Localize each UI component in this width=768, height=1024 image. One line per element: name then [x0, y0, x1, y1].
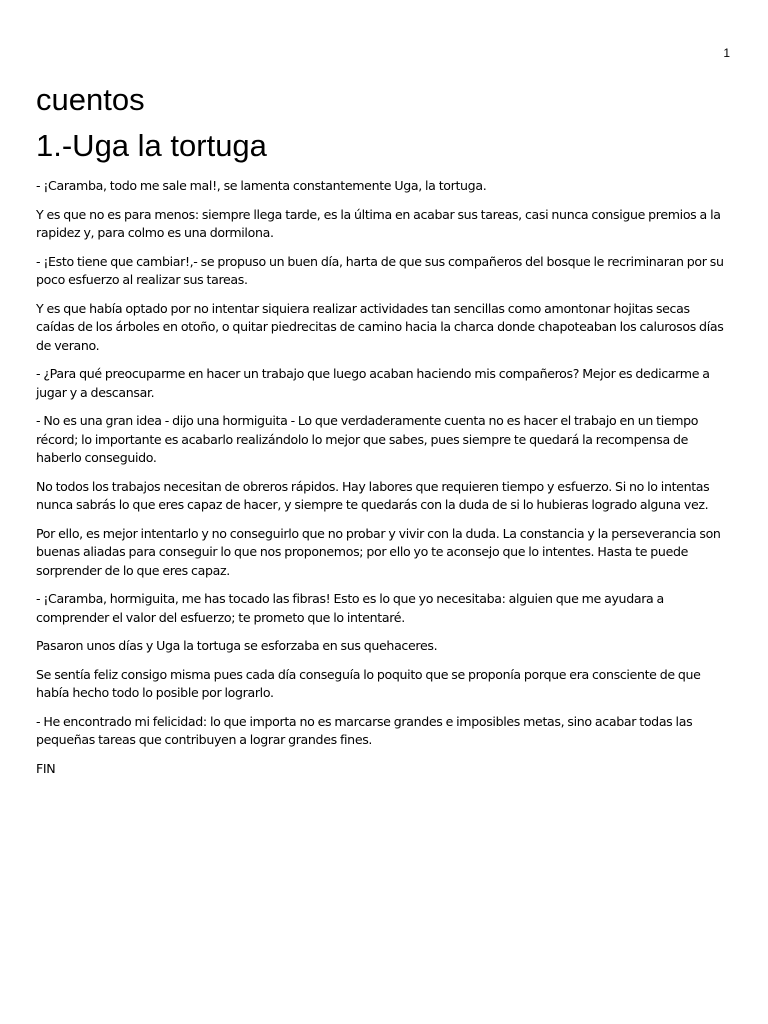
paragraph: Por ello, es mejor intentarlo y no conseguirlo que no probar y vivir con la duda. La constancia y la perseverancia son buenas aliadas para conseguir lo que nos proponemos; por ello yo te aconsejo que lo intentes. Hasta te puede sorprender de lo que eres capaz.: [36, 525, 721, 578]
paragraph: - ¡Caramba, todo me sale mal!, se lamenta constantemente Uga, la tortuga.: [36, 178, 487, 193]
paragraph: Y es que había optado por no intentar siquiera realizar actividades tan sencillas como amontonar hojitas secas caídas de los árboles en otoño, o quitar piedrecitas de camino hacia la charca donde chapoteaban los calurosos días de verano.: [36, 300, 724, 353]
paragraph: Y es que no es para menos: siempre llega tarde, es la última en acabar sus tareas, casi nunca consigue premios a la rapidez y, para colmo es una dormilona.: [36, 206, 721, 240]
end-marker: FIN: [36, 760, 56, 776]
story-title: 1.-Uga la tortuga: [36, 128, 267, 163]
paragraph: - ¡Caramba, hormiguita, me has tocado las fibras! Esto es lo que yo necesitaba: alguien que me ayudara a comprender el valor del esfuerzo; te prometo que lo intentaré.: [36, 591, 664, 625]
paragraph: - ¡Esto tiene que cambiar!,- se propuso un buen día, harta de que sus compañeros del bosque le recriminaran por su poco esfuerzo al realizar sus tareas.: [36, 253, 724, 287]
document-body: [36, 78, 730, 788]
paragraph: - No es una gran idea - dijo una hormiguita - Lo que verdaderamente cuenta no es hacer el trabajo en un tiempo récord; lo importante es acabarlo realizándolo lo mejor que sabes, pues siempre te quedará la recompensa de haberlo conseguido.: [36, 413, 699, 465]
paragraph: - ¿Para qué preocuparme en hacer un trabajo que luego acaban haciendo mis compañeros? Mejor es dedicarme a jugar y a descansar.: [36, 366, 710, 400]
paragraph: Se sentía feliz consigo misma pues cada día conseguía lo poquito que se proponía porque era consciente de que había hecho todo lo posible por lograrlo.: [36, 666, 701, 700]
page-number: 1: [723, 46, 730, 60]
paragraph: No todos los trabajos necesitan de obreros rápidos. Hay labores que requieren tiempo y esfuerzo. Si no lo intentas nunca sabrás lo que eres capaz de hacer, y siempre te quedarás con la duda de si lo hubieras logrado alguna vez.: [36, 478, 710, 512]
paragraph: Pasaron unos días y Uga la tortuga se esforzaba en sus quehaceres.: [36, 638, 438, 653]
paragraph: - He encontrado mi felicidad: lo que importa no es marcarse grandes e imposibles metas, sino acabar todas las pequeñas tareas que contribuyen a lograr grandes fines.: [36, 713, 693, 747]
document-title: cuentos: [36, 82, 145, 117]
